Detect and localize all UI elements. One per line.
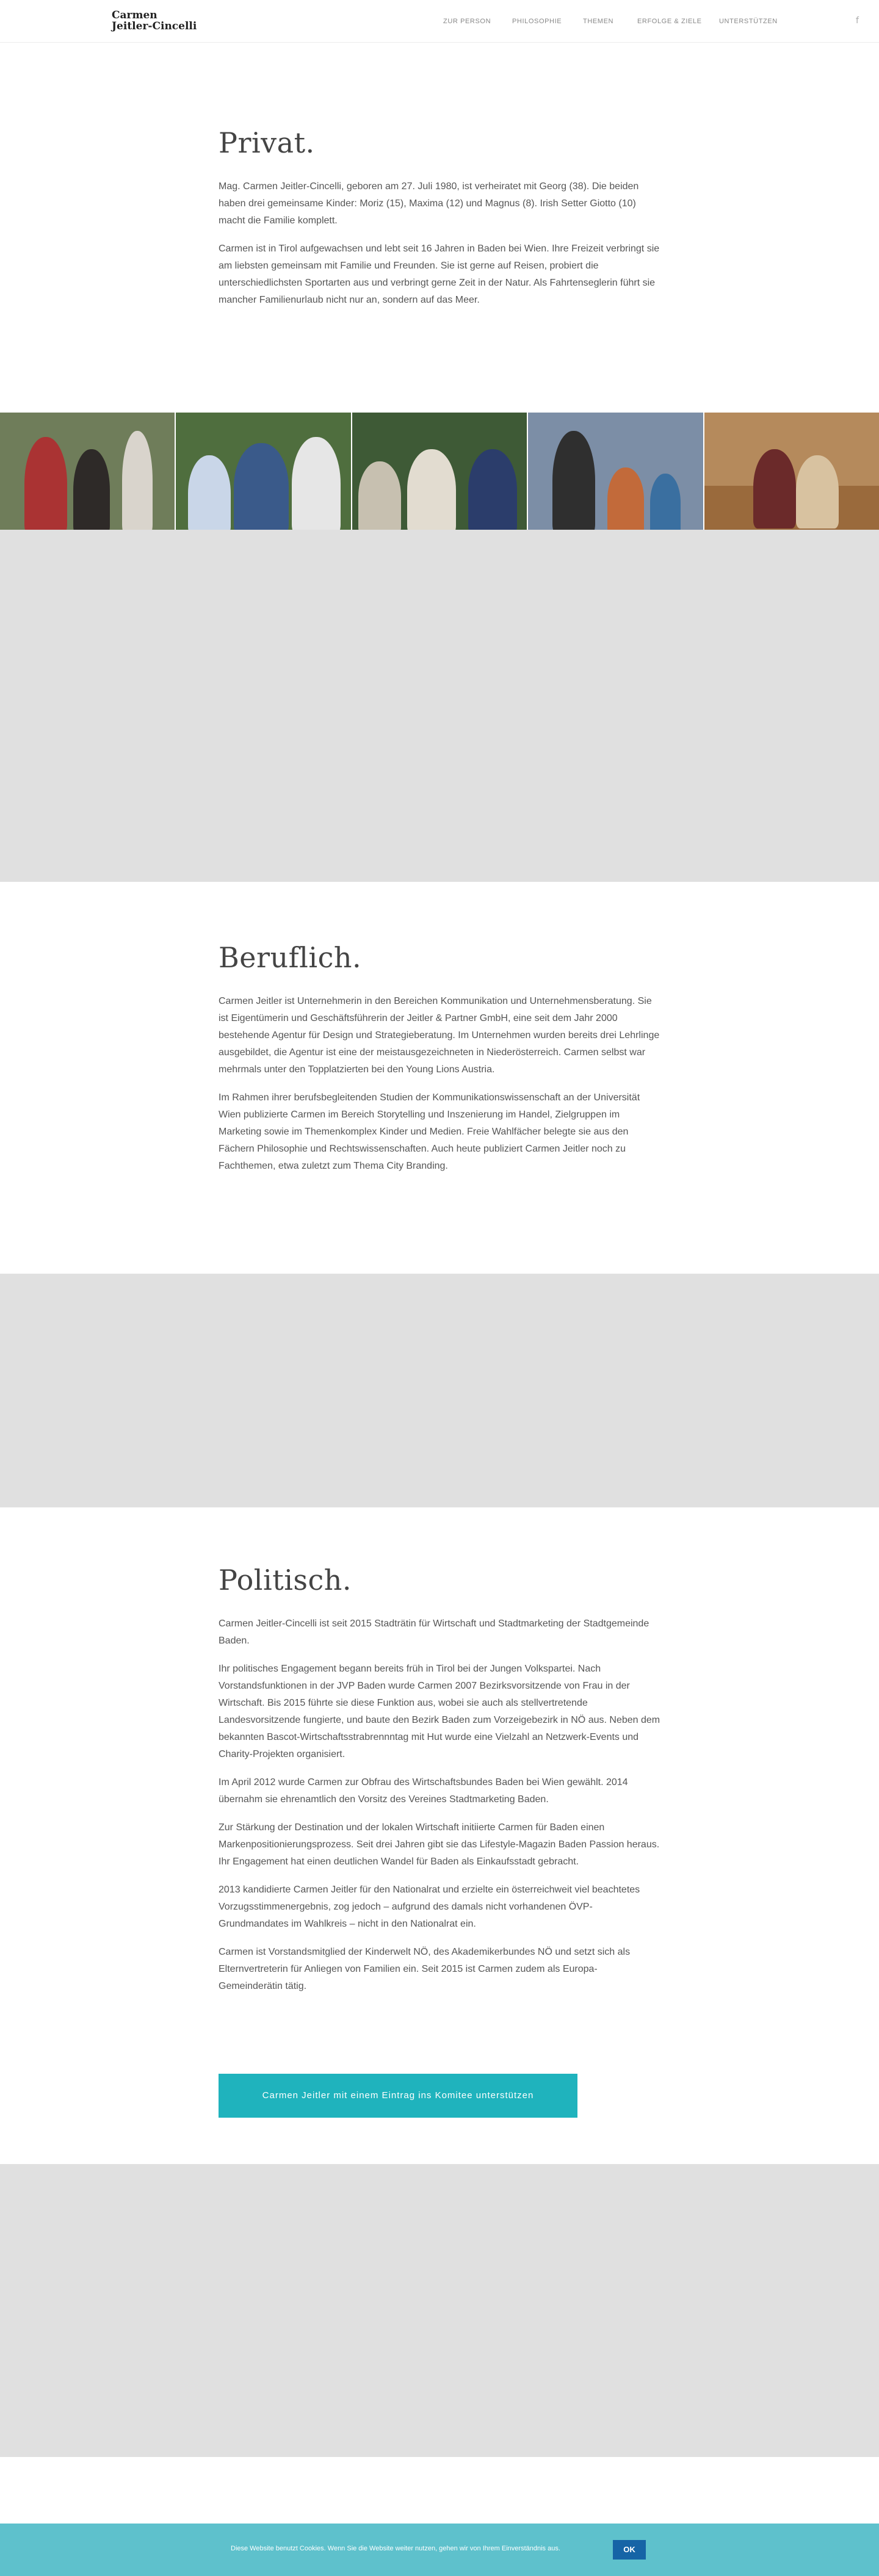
photo-family-city[interactable] [528,413,704,530]
nav-item-zur-person[interactable]: ZUR PERSON [443,18,491,25]
photo-gallery [0,413,879,530]
politisch-paragraph-3: Im April 2012 wurde Carmen zur Obfrau des Wirtschaftsbundes Baden bei Wien gewählt. 2014 übernahm sie ehrenamtlich den Vorsitz des Vereines Stadtmarketing Baden. [219,1777,628,1805]
image-placeholder-1 [0,530,879,882]
nav-item-unterstuetzen[interactable]: UNTERSTÜTZEN [719,18,778,25]
section-title-beruflich: Beruflich. [219,941,362,974]
section-beruflich [219,942,660,1175]
image-placeholder-3 [0,2164,879,2457]
nav-item-erfolge-ziele[interactable]: ERFOLGE & ZIELE [637,18,702,25]
logo-line-2: Jeitler-Cincelli [112,20,197,32]
beruflich-paragraph-1: Carmen Jeitler ist Unternehmerin in den Bereichen Kommunikation und Unternehmensberatung. Sie ist Eigentümerin und Geschäftsführerin der Jeitler & Partner GmbH, eine seit dem Jahr 2000 bestehende Agentur für Design und Strategieberatung. Im Unternehmen wurden bereits drei Lehrlinge ausgebildet, die Agentur ist eine der meistausgezeichneten in Niederösterreich. Carmen selbst war mehrmals unter den Topplatzierten bei den Young Lions Austria. [219,996,660,1075]
politisch-paragraph-6: Carmen ist Vorstandsmitglied der Kinderwelt NÖ, des Akademikerbundes NÖ und setzt sich als Elternvertreterin für Anliegen von Familien ein. Seit 2015 ist Carmen zudem als Europa-Gemeinderätin tätig. [219,1947,631,1991]
photo-family-outdoor[interactable] [176,413,352,530]
site-header [0,0,879,43]
photo-family-festival[interactable] [0,413,176,530]
politisch-paragraph-1: Carmen Jeitler-Cincelli ist seit 2015 Stadträtin für Wirtschaft und Stadtmarketing der Stadtgemeinde Baden. [219,1618,649,1646]
support-committee-button[interactable]: Carmen Jeitler mit einem Eintrag ins Komitee unterstützen [219,2074,577,2118]
image-placeholder-2 [0,1274,879,1507]
politisch-paragraph-4: Zur Stärkung der Destination und der lokalen Wirtschaft initiierte Carmen für Baden einen Markenpositionierungsprozess. Seit drei Jahren gibt sie das Lifestyle-Magazin Baden Passion heraus. Ihr Engagement hat einen deutlichen Wandel für Baden als Einkaufsstadt gebracht. [219,1822,660,1867]
section-title-politisch: Politisch. [219,1564,352,1596]
logo-line-1: Carmen [112,9,157,21]
privat-paragraph-1: Mag. Carmen Jeitler-Cincelli, geboren am 27. Juli 1980, ist verheiratet mit Georg (38). Die beiden haben drei gemeinsame Kinder: Moriz (15), Maxima (12) und Magnus (8). Irish Setter Giotto (10) macht die Familie komplett. [219,181,639,226]
section-title-privat: Privat. [219,126,315,159]
section-privat [219,127,660,309]
facebook-icon[interactable]: f [856,16,859,26]
photo-family-park[interactable] [352,413,528,530]
section-politisch [219,1564,660,1995]
privat-paragraph-2: Carmen ist in Tirol aufgewachsen und lebt seit 16 Jahren in Baden bei Wien. Ihre Freizeit verbringt sie am liebsten gemeinsam mit Familie und Freunden. Sie ist gerne auf Reisen, probiert die unterschiedlichsten Sportarten aus und verbringt gerne Zeit in der Natur. Als Fahrtenseglerin führt sie mancher Familienurlaub nicht nur an, sondern auf das Meer. [219,244,660,305]
cookie-notice-text: Diese Website benutzt Cookies. Wenn Sie die Website weiter nutzen, gehen wir von Ihrem Einverständnis aus. [231,2545,560,2552]
politisch-paragraph-2: Ihr politisches Engagement begann bereits früh in Tirol bei der Jungen Volkspartei. Nach Vorstandsfunktionen in der JVP Baden wurde Carmen 2007 Bezirksvorsitzende von Frau in der Wirtschaft. Bis 2015 führte sie diese Funktion aus, wobei sie auch als stellvertretende Landesvorsitzende fungierte, und baute den Bezirk Baden zum Vorzeigebezirk in NÖ aus. Neben dem bekannten Bascot-Wirtschaftsstrabrennntag mit Hut wurde eine Vielzahl an Netzwerk-Events und Charity-Projekten organisiert. [219,1664,660,1759]
cookie-ok-button[interactable]: OK [613,2540,646,2560]
nav-item-philosophie[interactable]: PHILOSOPHIE [512,18,562,25]
beruflich-paragraph-2: Im Rahmen ihrer berufsbegleitenden Studien der Kommunikationswissenschaft an der Universität Wien publizierte Carmen im Bereich Storytelling und Inszenierung im Handel, Zielgruppen im Marketing sowie im Themenkomplex Kinder und Medien. Freie Wahlfächer belegte sie aus den Fächern Philosophie und Rechtswissenschaften. Auch heute publiziert Carmen Jeitler noch zu Fachthemen, etwa zuletzt zum Thema City Branding. [219,1092,640,1171]
main-nav [0,18,879,26]
photo-family-sofa[interactable] [704,413,879,530]
nav-item-themen[interactable]: THEMEN [583,18,614,25]
cookie-bar [0,2524,879,2576]
politisch-paragraph-5: 2013 kandidierte Carmen Jeitler für den Nationalrat und erzielte ein österreichweit viel beachtetes Vorzugsstimmenergebnis, zog jedoch – aufgrund des damals nicht vorhandenen ÖVP-Grundmandates im Wahlkreis – nicht in den Nationalrat ein. [219,1885,640,1929]
